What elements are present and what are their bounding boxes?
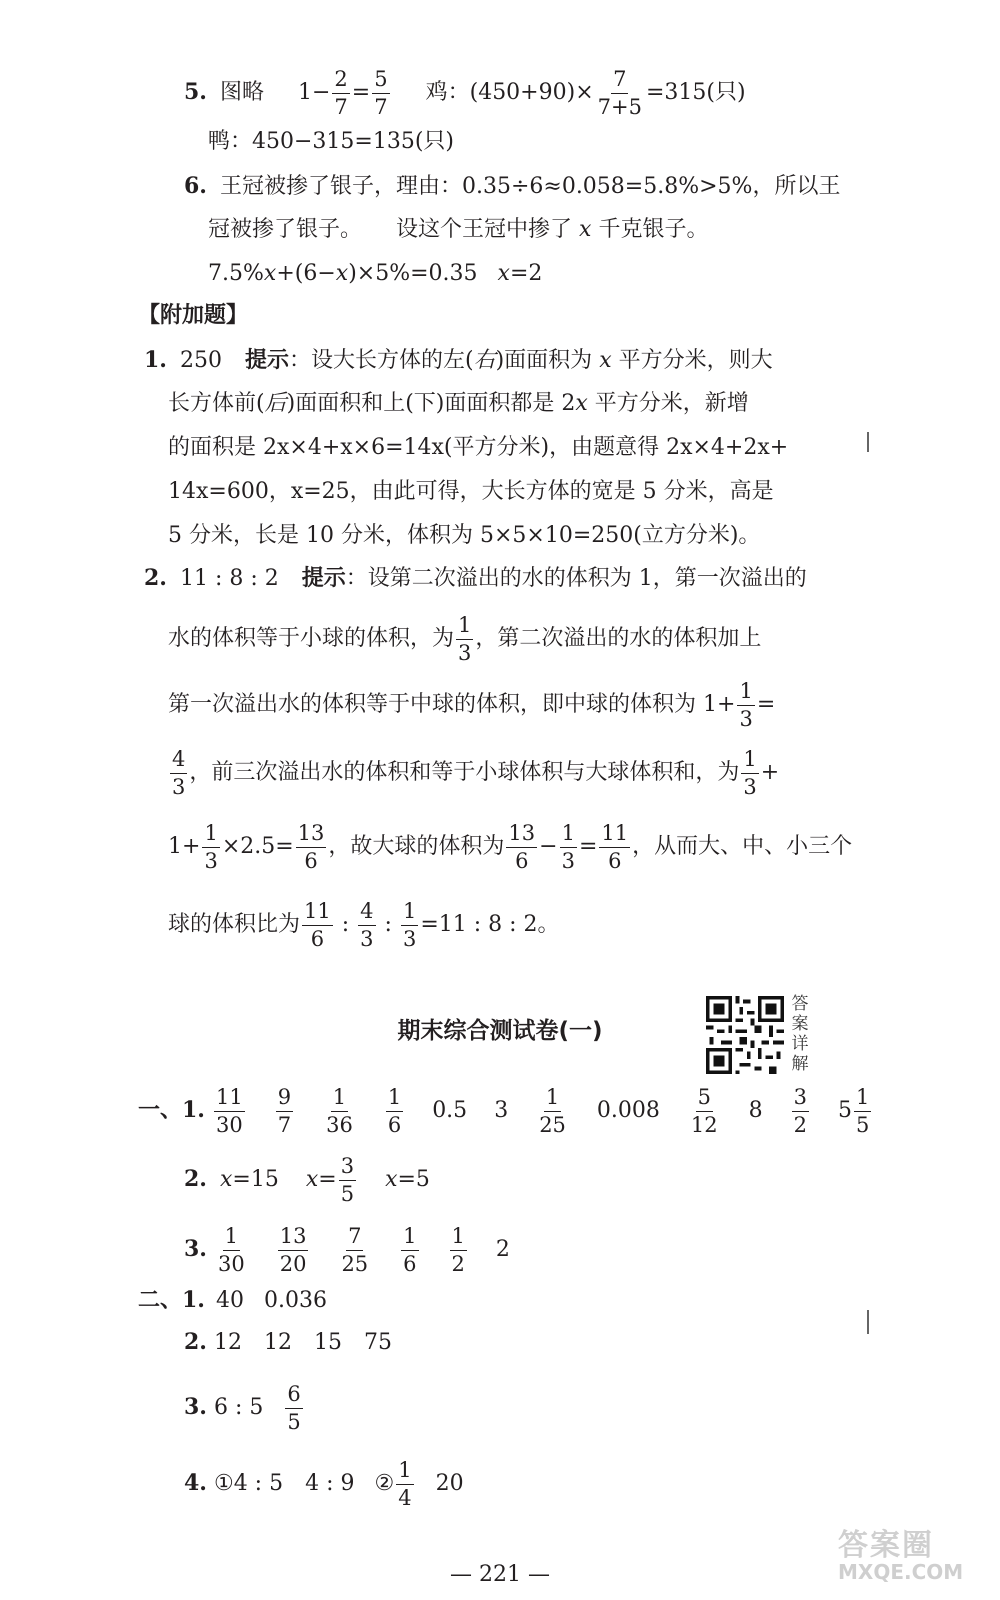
bonus-q1-line-5: 5 分米，长是 10 分米，体积为 5×5×10=250(立方分米)。	[168, 523, 761, 548]
value: 0.036	[263, 1288, 327, 1313]
qr-code-icon[interactable]	[706, 996, 784, 1074]
frac-1-3: $\frac{1}{3}$	[739, 678, 753, 731]
fraction: $\frac{1}{6}$	[403, 1223, 417, 1276]
frac-4-3: $\frac{4}{3}$	[172, 746, 186, 799]
q5-frac-2: $\frac{5}{7}$	[374, 66, 388, 119]
s1-q1	[138, 1070, 873, 1151]
bonus-q1-hint: 提示	[244, 348, 289, 373]
s1-q3: 3. $\frac{1}{30}$ $\frac{13}{20}$ $\frac{7}{25}$ $\frac{1}{6}$ $\frac{1}{2}$ 2	[184, 1223, 510, 1276]
s2-q4: 4. ①4 : 5 4 : 9 ② $\frac{1}{4}$ 20	[184, 1457, 464, 1510]
q5-expr: 1−	[297, 80, 331, 105]
frac-1-3: $\frac{1}{3}$	[743, 746, 757, 799]
fraction: $\frac{1}{4}$	[398, 1457, 412, 1510]
bonus-q2-hint: 提示	[301, 566, 346, 591]
bonus-q1-line-1: 1. 250 提示：设大长方体的左(右)面面积为 x 平方分米，则大	[144, 347, 773, 373]
fraction: $\frac{1}{30}$	[217, 1223, 245, 1276]
bonus-q2-line-4: $\frac{4}{3}$ ，前三次溢出水的体积和等于小球体积与大球体积和，为 $\frac{1}{3}$ +	[172, 746, 780, 799]
value: 8	[748, 1098, 763, 1123]
bonus-q2-line-1: 2. 11 : 8 : 2 提示：设第二次溢出的水的体积为 1，第一次溢出的	[144, 565, 807, 591]
s2-label: 二、1.	[138, 1287, 205, 1313]
value: 3	[494, 1098, 509, 1123]
frac-13-6: $\frac{13}{6}$	[508, 820, 536, 873]
s2-q3: 3. 6 : 5 $\frac{6}{5}$	[184, 1381, 301, 1434]
value: 0.008	[596, 1098, 660, 1123]
bonus-q1-answer: 250	[179, 348, 222, 373]
q6-text-1: 王冠被掺了银子，理由：0.35÷6≈0.058=5.8%>5%，所以王	[219, 174, 841, 199]
fraction: $\frac{1}{5}$	[856, 1084, 870, 1137]
q6-number: 6.	[184, 173, 207, 199]
margin-mark	[867, 432, 869, 452]
q5-text: 图略	[219, 80, 264, 105]
s2-q1	[138, 1280, 327, 1321]
value: 0.5	[432, 1098, 468, 1123]
s1-label: 一、1.	[138, 1097, 205, 1123]
q5-duck-line: 鸭：450−315=135(只)	[208, 129, 455, 154]
bonus-q1-line-4: 14x=600，x=25，由此可得，大长方体的宽是 5 分米，高是	[168, 479, 774, 504]
fraction: $\frac{13}{20}$	[279, 1223, 307, 1276]
q5-result: =315(只)	[645, 80, 746, 105]
fraction: $\frac{7}{25}$	[341, 1223, 369, 1276]
q5-chicken: 鸡：(450+90)×	[425, 80, 594, 105]
frac-11-6: $\frac{11}{6}$	[601, 820, 629, 873]
bonus-q2-answer: 11 : 8 : 2	[179, 566, 279, 591]
q6-line-1	[184, 166, 840, 207]
s1-q2: 2. x=15 x= $\frac{3}{5}$ x=5	[184, 1153, 430, 1206]
fraction: $\frac{3}{2}$	[793, 1084, 808, 1137]
fraction: $\frac{1}{6}$	[387, 1084, 402, 1137]
frac-1-3: $\frac{1}{3}$	[561, 820, 575, 873]
s2-q2: 2. 12 12 15 75	[184, 1329, 392, 1355]
bonus-q1-line-2: 长方体前(后)面面积和上(下)面面积都是 2x 平方分米，新增	[168, 391, 749, 416]
bonus-heading: 【附加题】	[138, 303, 249, 328]
bonus-q2-line-2: 水的体积等于小球的体积，为 $\frac{1}{3}$ ，第二次溢出的水的体积加上	[168, 612, 762, 665]
margin-mark	[867, 1310, 869, 1334]
fraction: $\frac{9}{7}$	[277, 1084, 292, 1137]
q6-text-2: 冠被掺了银子。	[208, 217, 363, 242]
q5-frac-1: $\frac{2}{7}$	[334, 66, 348, 119]
fraction: $\frac{1}{2}$	[451, 1223, 465, 1276]
frac-1-3: $\frac{1}{3}$	[402, 898, 417, 951]
value: 40	[215, 1288, 244, 1313]
bonus-q2-line-5: 1+ $\frac{1}{3}$ ×2.5= $\frac{13}{6}$ ，故大球的体积为 $\frac{13}{6}$ − $\frac{1}{3}$ = $\frac{11}{6}$ ，从而大、中、小三个	[168, 820, 853, 873]
q5-frac-3: $\frac{7}{7+5}$	[597, 66, 642, 119]
frac-1-3: $\frac{1}{3}$	[204, 820, 218, 873]
mixed-number-whole: 5	[838, 1098, 853, 1123]
page-number: — 221 —	[450, 1562, 550, 1587]
bonus-q2-line-6: 球的体积比为 $\frac{11}{6}$ : $\frac{4}{3}$ : $\frac{1}{3}$ =11 : 8 : 2。	[168, 898, 560, 951]
fraction: $\frac{5}{12}$	[690, 1084, 718, 1137]
fraction: $\frac{3}{5}$	[340, 1153, 355, 1206]
bonus-q2-number: 2.	[144, 565, 167, 591]
q6-equation: 7.5%x+(6−x)×5%=0.35 x=2	[208, 261, 543, 286]
frac-4-3: $\frac{4}{3}$	[360, 898, 374, 951]
qr-label: 答案详解	[791, 994, 809, 1074]
exam-title: 期末综合测试卷(一)	[397, 1018, 603, 1044]
q6-text-2b: 设这个王冠中掺了	[396, 217, 573, 242]
bonus-q1-line-3: 的面积是 2x×4+x×6=14x(平方分米)，由题意得 2x×4+2x+	[168, 435, 789, 460]
fraction: $\frac{1}{36}$	[326, 1084, 353, 1137]
bonus-q2-line-3: 第一次溢出水的体积等于中球的体积，即中球的体积为 1+ $\frac{1}{3}$ =	[168, 678, 776, 731]
bonus-q1-number: 1.	[144, 347, 167, 373]
fraction: $\frac{11}{30}$	[215, 1084, 243, 1137]
q5-number: 5.	[184, 79, 207, 105]
q6-line-2	[208, 210, 708, 250]
watermark-logo: 答案圈 MXQE.COM	[838, 1528, 964, 1584]
fraction: $\frac{1}{25}$	[539, 1084, 566, 1137]
q5-eq: =	[351, 80, 371, 105]
q6-var: x	[579, 217, 592, 242]
frac-13-6: $\frac{13}{6}$	[297, 820, 325, 873]
frac-1-3: $\frac{1}{3}$	[458, 612, 472, 665]
frac-11-6: $\frac{11}{6}$	[304, 898, 331, 951]
fraction: $\frac{6}{5}$	[287, 1381, 301, 1434]
q5-line	[184, 64, 746, 121]
q6-text-2c: 千克银子。	[598, 217, 709, 242]
